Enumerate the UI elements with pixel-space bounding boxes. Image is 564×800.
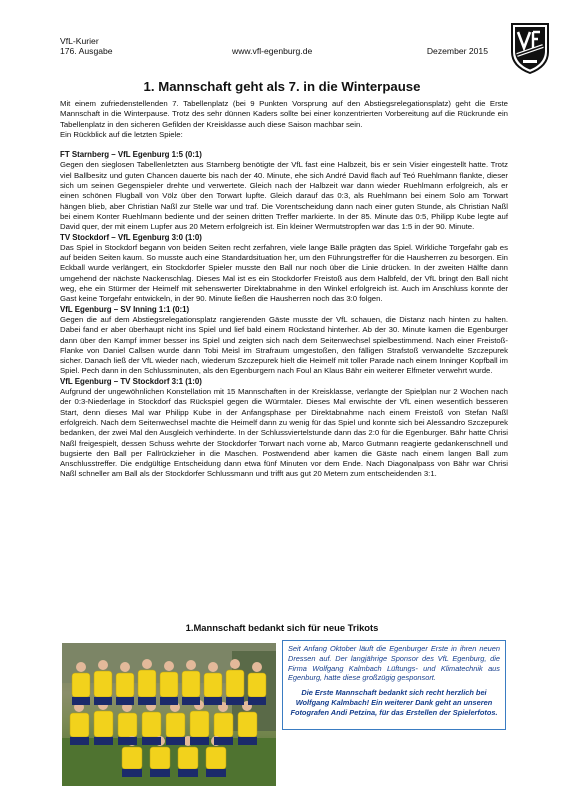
article-body <box>60 99 508 480</box>
game-1-heading: FT Starnberg – VfL Egenburg 1:5 (0:1) <box>60 150 202 160</box>
game-3-report: Gegen die auf dem Abstiegsrelegationsplatz rangierenden Gäste musste der VfL schauen, die Distanz nach hinten zu halten. Dabei fand er aber überhaupt nicht ins Spiel und lief bald einem Rückstand hinterher. Ab der 30. Minute kamen die Egenburger dann über den Kampf immer besser ins Spiel und zeigten sich nach dem Seitenwechsel spielbestimmend. Nach einer Freistoß-Flanke von Daniel Callsen wurde dann Tobi Meisl im Strafraum umgestoßen, den fälligen Strafstoß verwandelte Szczepurek sicher. Danach ließ der VfL wieder nach, wiederum Szczepurek hielt die Heimelf mit toller Parade nach einem Inninger Kopfball im Spiel. Pech dann in den Schlussminuten, als den Egenburgern nach Foul an Klaus Bähr ein weiterer Elfmeter verwehrt wurde. <box>60 314 508 376</box>
trikots-heading: 1.Mannschaft bedankt sich für neue Trikots <box>185 622 379 633</box>
game-2-report: Das Spiel in Stockdorf begann von beiden Seiten recht zerfahren, viele lange Bälle prägten das Spiel. Wirkliche Torgefahr gab es auf beiden Seiten kaum. So musste auch eine Standardsituation her, um den Führungstreffer für die Hausherren zu besorgen. Ein Eckball wurde verlängert, ein Stockdorfer Spieler musste den Ball nur noch über die Linie drücken. In der zweiten Hälfte dann umgehend der nächste Nackenschlag. Dieses Mal ist es ein Stockdorfer Freistoß aus dem Halbfeld, der VfL bringt den Ball nicht weg, ehe ein Stürmer der Heimelf mit sehenswerter Direktabnahme in den Winkel erfolgreich ist. Auch im Anschluss konnte der Gast keine Torgefahr entwickeln, in der 90. Minute ließen die Hausherren noch das 3:0 folgen. <box>60 242 508 304</box>
club-logo-icon <box>508 22 552 74</box>
team-photo-icon <box>62 643 276 786</box>
game-2-heading: TV Stockdorf – VfL Egenburg 3:0 (1:0) <box>60 232 202 242</box>
website-link[interactable]: www.vfl-egenburg.de <box>232 46 313 56</box>
publication-name: VfL-Kurier <box>60 36 99 46</box>
intro-lead: Ein Rückblick auf die letzten Spiele: <box>60 129 183 139</box>
header-left <box>60 36 113 56</box>
intro-paragraph <box>60 99 508 140</box>
team-photo <box>62 643 276 786</box>
issue-number: 176. Ausgabe <box>60 46 113 56</box>
issue-date: Dezember 2015 <box>426 46 488 56</box>
game-4-report: Aufgrund der ungewöhnlichen Konstellation mit 15 Mannschaften in der Kreisklasse, verlangte der Spielplan nur 2 Wochen nach der 0:3-Niederlage in Stockdorf das Rückspiel gegen die Würmtaler. Dieses Mal erwischte der VfL einen wesentlich besseren Start, denn dieses Mal war Philipp Kube in der Anfangsphase per Direktabnahme nach einem Freistoß von Stefan Naßl erfolgreich. Nach dem Seitenwechsel machte die Heimelf dann zu wenig für das Spiel und konnte sich bei Alessandro Szczepurek bedanken, der zwei Mal den Ausgleich verhinderte. In der Schlussviertelstunde dann das 2:0 für die Egenburger. Bähr hatte Chrisi Naßl freigespielt, dessen Schuss wehrte der Stockdorfer Torwart nach vorne ab, Marco Gutmann reagierte gedankenschnell und bugsierte den Ball per Fallrückzieher in die Maschen. Postwendend aber kamen die Gäste nach einem langen Ball zum Anschlusstreffer. Die endgültige Entscheidung dann etwa fünf Minuten vor dem Ende. Nach Diagonalpass von Bähr war Chrisi Naßl schneller am Ball als der Stockdorfer Schlussmann und trifft aus gut 20 Metern zum entscheidenden 3:1. <box>60 387 508 479</box>
caption-text: Seit Anfang Oktober läuft die Egenburger Erste in ihren neuen Dressen auf. Der langjährige Sponsor des VfL Egenburg, die Firma Wolfgang Kalmbach Lüftungs- und Klimatechnik aus Egenburg, hatte diese großzügig gesponsort. <box>288 644 500 683</box>
intro-text: Mit einem zufriedenstellenden 7. Tabellenplatz (bei 9 Punkten Vorsprung auf den Abstiegsrelegationsplatz) geht die Erste Mannschaft in die Winterpause. Trotz des sehr dünnen Kaders sollte bei einer konzentrierten Vorbereitung auf die Rückrunde ein Tabellenplatz in den sicheren Gefilden der Kreisklasse auch diese Saison machbar sein. <box>60 99 508 129</box>
article-title: 1. Mannschaft geht als 7. in die Winterpause <box>143 79 421 94</box>
game-4-heading: VfL Egenburg – TV Stockdorf 3:1 (1:0) <box>60 376 202 386</box>
caption-thanks: Die Erste Mannschaft bedankt sich recht herzlich bei Wolfgang Kalmbach! Ein weiterer Dank geht an unseren Fotografen Andi Petzina, für das Erstellen der Spielerfotos. <box>290 688 498 717</box>
trikots-caption-box <box>282 640 506 730</box>
game-3-heading: VfL Egenburg – SV Inning 1:1 (0:1) <box>60 304 190 314</box>
game-1-report: Gegen den sieglosen Tabellenletzten aus Starnberg benötigte der VfL fast eine Halbzeit, bis er sein Visier eingestellt hatte. Trotz viel Ballbesitz und guten Chancen dauerte bis nach der 40. Minute, ehe sich André David flach auf Teó Ruehlmann flankte, dieser sich um seinen Gegenspieler drehte und verwertete. Gleich nach der Halbzeit war dann wieder Ruehlmann erfolgreich, als er einen schönen Flugball von Völz über den Torwart lupfte. Gleich darauf das 0:3, als Ruehlmann bei einem Solo am Torwart hängen blieb, aber Christian Naßl zur Stelle war und traf. Die Vorentscheidung dann nach einer guten Stunde, als Christian Naßl bei einem Konter Ruehlmann bediente und der seinen dritten Treffer markierte. In der 85. Minute das 0:5, Philipp Kube legte auf David quer, der mit einem Lupfer aus 20 Metern erfolgreich ist. Ein kleiner Wermutstropfen war das 1:5 in der 90. Minute. <box>60 160 508 232</box>
